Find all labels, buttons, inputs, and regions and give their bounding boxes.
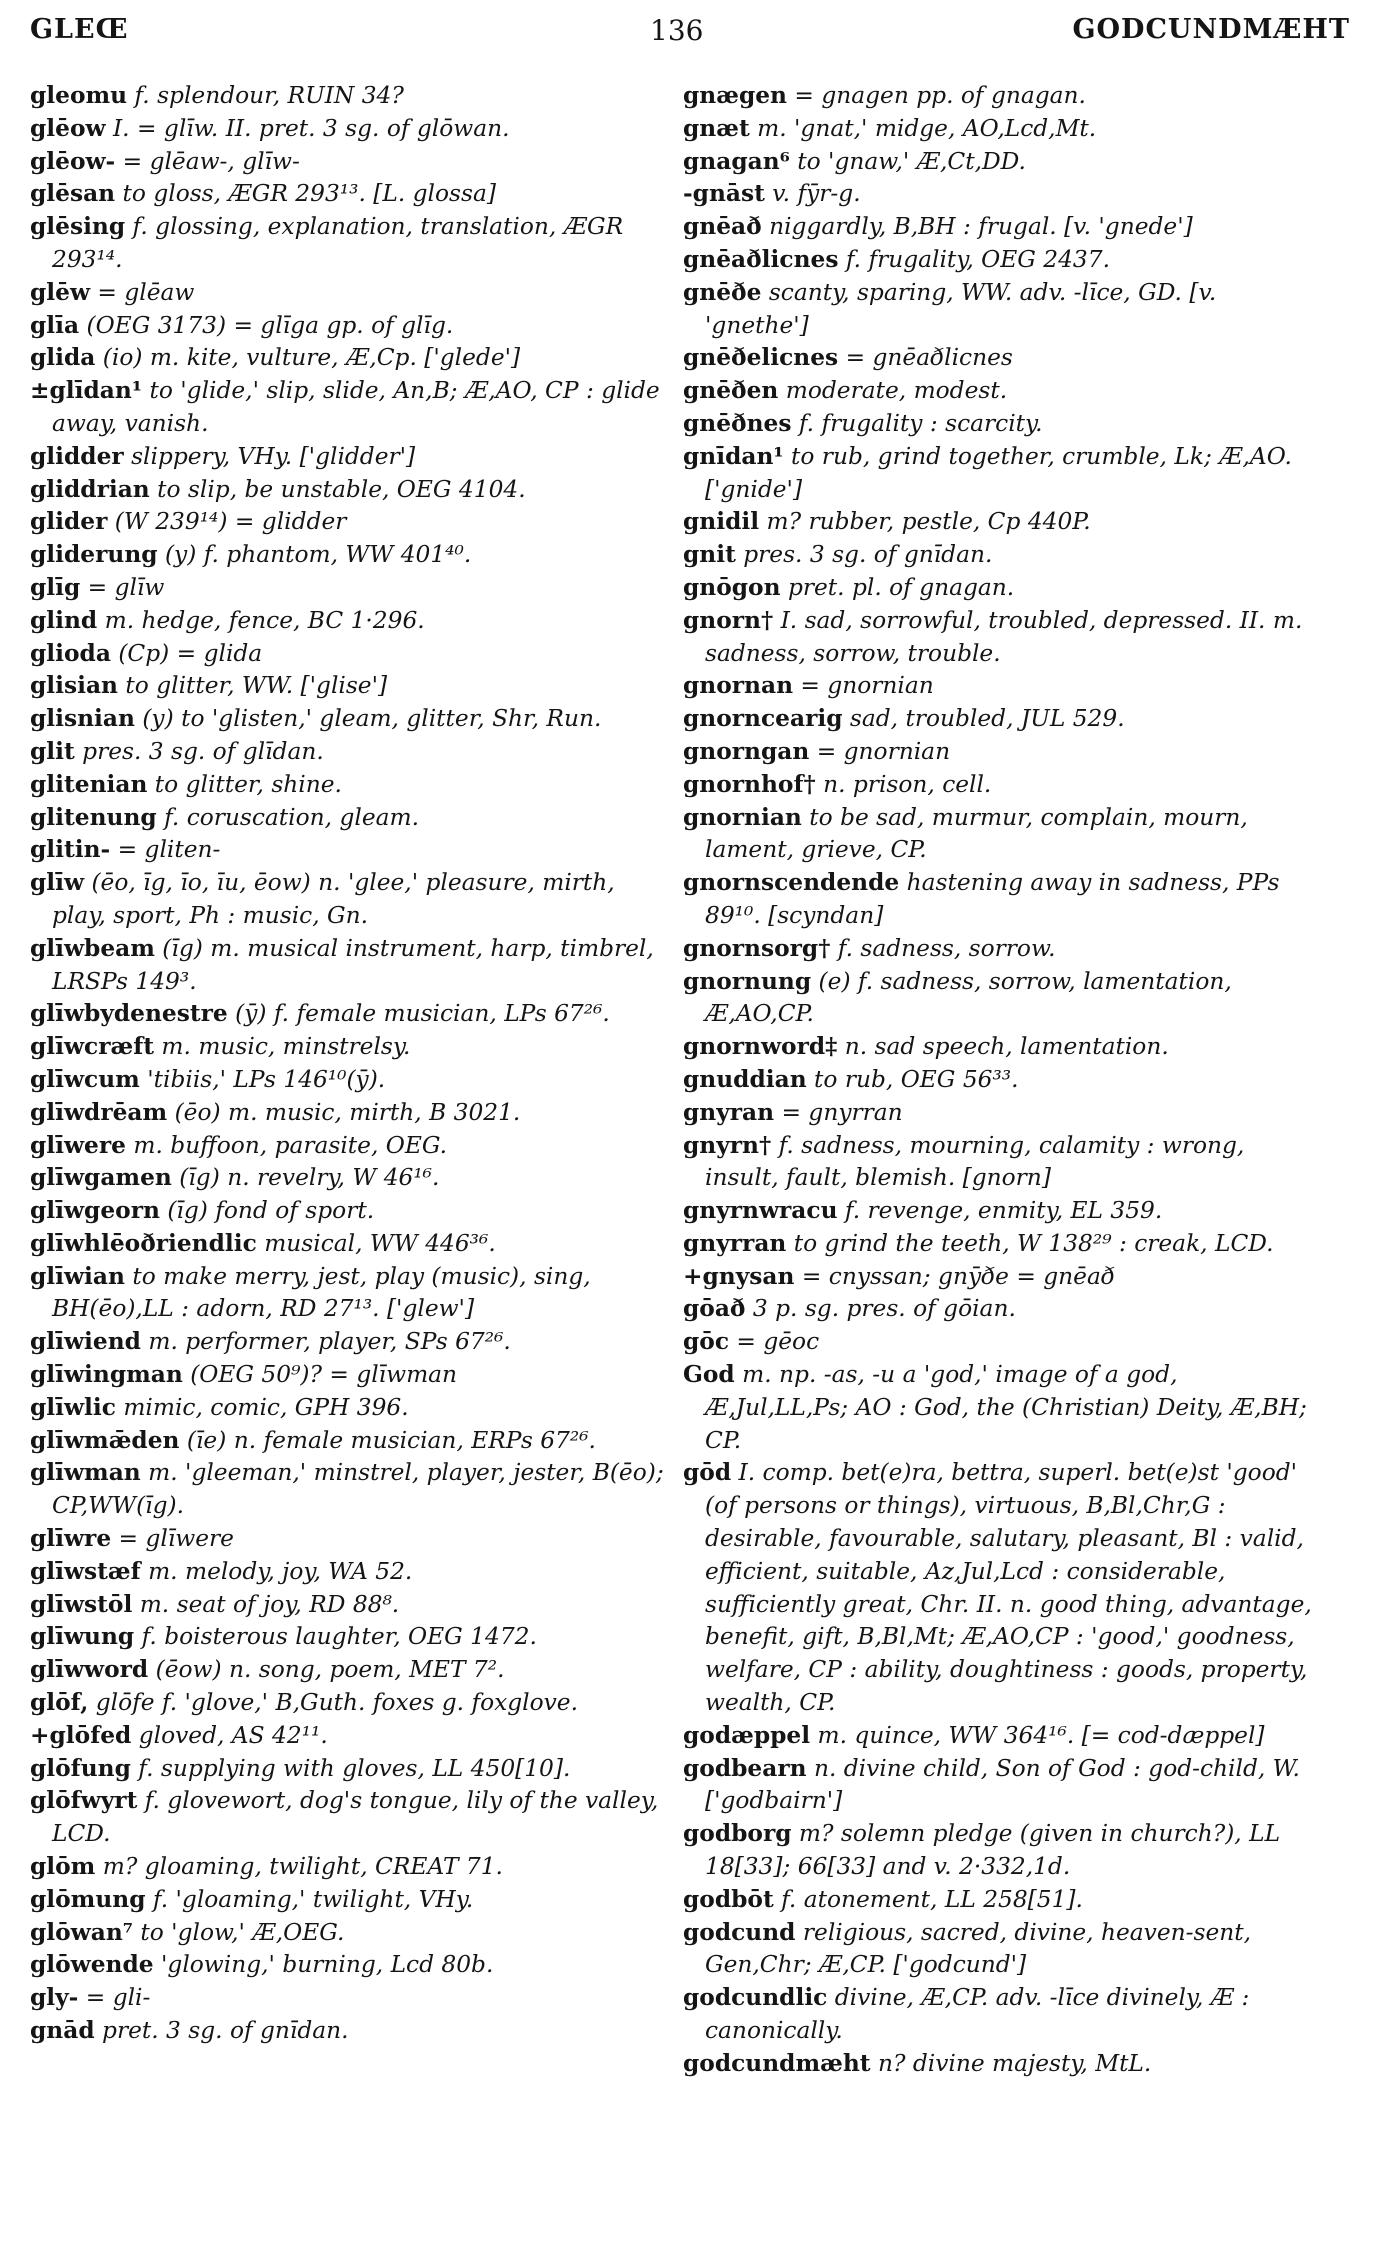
- entry-definition: (OEG 50⁹)? = glīwman: [182, 1361, 458, 1389]
- entry-definition: m. quince, WW 364¹⁶. [= cod-dæppel]: [810, 1721, 1265, 1749]
- entry-definition: f. atonement, LL 258[51].: [773, 1885, 1083, 1913]
- entry-headword: glēw: [30, 278, 91, 306]
- dictionary-entry: [683, 605, 1323, 671]
- entry-headword: glit: [30, 737, 75, 765]
- entry-definition: f. 'gloaming,' twilight, VHy.: [145, 1885, 474, 1913]
- entry-definition: = glīw: [80, 573, 165, 601]
- entry-headword: gnornan: [683, 672, 794, 700]
- entry-definition: f. coruscation, gleam.: [156, 803, 419, 831]
- entry-headword: gliddrian: [30, 475, 150, 503]
- dictionary-entry: [30, 178, 670, 211]
- entry-headword: glīwstæf: [30, 1557, 141, 1585]
- entry-headword: glīwian: [30, 1262, 125, 1290]
- entry-headword: gnēðnes: [683, 409, 792, 437]
- dictionary-entry: [30, 834, 670, 867]
- dictionary-entry: [30, 539, 670, 572]
- entry-headword: glōm: [30, 1853, 96, 1881]
- entry-headword: gnēað: [683, 213, 762, 241]
- entry-headword: gōc: [683, 1328, 730, 1356]
- dictionary-entry: [30, 277, 670, 310]
- dictionary-entry: [30, 605, 670, 638]
- entry-definition: = gnagen pp. of gnagan.: [787, 82, 1086, 109]
- dictionary-entry: [683, 1195, 1323, 1228]
- dictionary-entry: [30, 1982, 670, 2015]
- entry-headword: godcundmæht: [683, 2049, 871, 2077]
- entry-definition: f. glossing, explanation, translation, ÆGR 293¹⁴.: [52, 213, 624, 273]
- entry-definition: = gnyrran: [774, 1098, 903, 1126]
- dictionary-entry: [30, 572, 670, 605]
- dictionary-entry: [683, 1917, 1323, 1983]
- dictionary-entry: [30, 80, 670, 113]
- entry-definition: to 'glide,' slip, slide, An,B; Æ,AO, CP : glide away, vanish.: [52, 377, 660, 437]
- entry-definition: musical, WW 446³⁶.: [256, 1229, 496, 1257]
- entry-definition: hastening away in sadness, PPs 89¹⁰. [scyndan]: [705, 869, 1280, 929]
- entry-definition: (e) f. sadness, sorrow, lamentation, Æ,AO,CP.: [705, 967, 1232, 1028]
- entry-definition: (ēo) m. music, mirth, B 3021.: [167, 1098, 521, 1126]
- entry-headword: gnorn†: [683, 606, 774, 634]
- entry-headword: +gnysan: [683, 1262, 795, 1290]
- dictionary-entry: [30, 211, 670, 277]
- entry-definition: m. music, minstrelsy.: [154, 1033, 411, 1061]
- entry-definition: m. melody, joy, WA 52.: [140, 1557, 413, 1585]
- entry-headword: glīwgeorn: [30, 1197, 160, 1225]
- entry-headword: ±glīdan¹: [30, 377, 143, 405]
- entry-definition: to grind the teeth, W 138²⁹ : creak, LCD.: [786, 1229, 1274, 1257]
- entry-headword: gnōgon: [683, 573, 781, 601]
- entry-definition: = cnyssan; gnȳðe = gnēað: [794, 1262, 1115, 1290]
- entry-definition: to glitter, shine.: [147, 770, 342, 798]
- entry-definition: f. revenge, enmity, EL 359.: [837, 1197, 1163, 1225]
- dictionary-entry: [30, 1917, 670, 1950]
- entry-definition: f. frugality : scarcity.: [791, 409, 1043, 437]
- entry-headword: glīa: [30, 311, 80, 339]
- entry-definition: to 'gnaw,' Æ,Ct,DD.: [789, 147, 1026, 175]
- entry-headword: gnēðelicnes: [683, 344, 839, 372]
- entry-definition: n. divine child, Son of God : god-child, W. ['godbairn']: [705, 1754, 1300, 1815]
- entry-definition: pret. pl. of gnagan.: [780, 573, 1015, 601]
- entry-headword: glīwlic: [30, 1393, 116, 1421]
- dictionary-entry: [30, 1228, 670, 1261]
- entry-headword: glīg: [30, 573, 81, 601]
- entry-definition: to rub, OEG 56³³.: [806, 1065, 1019, 1093]
- entry-definition: m. 'gnat,' midge, AO,Lcd,Mt.: [749, 114, 1097, 142]
- entry-headword: God: [683, 1361, 735, 1389]
- entry-definition: niggardly, B,BH : frugal. [v. 'gnede']: [761, 213, 1193, 241]
- entry-headword: gnagan⁶: [683, 147, 790, 175]
- entry-definition: = glēaw: [90, 278, 195, 306]
- entry-headword: glīwbydenestre: [30, 1000, 228, 1028]
- dictionary-entry: [683, 1130, 1323, 1196]
- entry-headword: godborg: [683, 1820, 792, 1848]
- entry-headword: gnēðe: [683, 278, 762, 306]
- entry-headword: gnād: [30, 2017, 95, 2045]
- entry-headword: glīwcum: [30, 1065, 140, 1093]
- entry-definition: pres. 3 sg. of gnīdan.: [735, 541, 993, 569]
- dictionary-entry: [683, 1097, 1323, 1130]
- entry-headword: godcund: [683, 1918, 796, 1946]
- dictionary-entry: [30, 1654, 670, 1687]
- entry-definition: = glēaw-, glīw-: [115, 147, 300, 175]
- dictionary-entry: [30, 1425, 670, 1458]
- entry-headword: glīw: [30, 869, 85, 897]
- entry-definition: m. seat of joy, RD 88⁸.: [132, 1590, 400, 1618]
- dictionary-entry: [30, 1261, 670, 1327]
- entry-definition: = gnēaðlicnes: [838, 344, 1013, 372]
- dictionary-entry: [683, 703, 1323, 736]
- dictionary-entry: [30, 1195, 670, 1228]
- dictionary-entry: [30, 1949, 670, 1982]
- right-column: [683, 80, 1323, 2081]
- entry-headword: glōf,: [30, 1689, 89, 1717]
- entry-headword: +glōfed: [30, 1721, 132, 1749]
- dictionary-entry: [683, 1261, 1323, 1294]
- entry-headword: glīwre: [30, 1525, 112, 1553]
- entry-definition: f. boisterous laughter, OEG 1472.: [134, 1623, 537, 1651]
- dictionary-entry: [683, 802, 1323, 868]
- entry-headword: gnuddian: [683, 1065, 807, 1093]
- entry-definition: f. splendour, RUIN 34?: [127, 82, 404, 109]
- entry-headword: -gnāst: [683, 180, 765, 208]
- dictionary-entry: [683, 506, 1323, 539]
- entry-definition: n. sad speech, lamentation.: [837, 1033, 1169, 1061]
- entry-definition: to rub, grind together, crumble, Lk; Æ,AO. ['gnide']: [705, 442, 1292, 503]
- entry-headword: gliderung: [30, 541, 158, 569]
- entry-definition: (io) m. kite, vulture, Æ,Cp. ['glede']: [95, 344, 521, 372]
- entry-definition: sad, troubled, JUL 529.: [842, 705, 1125, 733]
- entry-headword: gnæt: [683, 114, 750, 142]
- entry-definition: mimic, comic, GPH 396.: [115, 1393, 409, 1421]
- entry-headword: gnit: [683, 541, 736, 569]
- dictionary-entry: [30, 1851, 670, 1884]
- entry-definition: n? divine majesty, MtL.: [870, 2049, 1152, 2077]
- entry-headword: glida: [30, 344, 96, 372]
- entry-headword: glisian: [30, 672, 118, 700]
- entry-headword: gly-: [30, 1984, 79, 2012]
- dictionary-entry: [30, 1589, 670, 1622]
- dictionary-entry: [683, 1031, 1323, 1064]
- entry-definition: I. = glīw. II. pret. 3 sg. of glōwan.: [105, 114, 510, 142]
- dictionary-entry: [683, 769, 1323, 802]
- dictionary-entry: [30, 342, 670, 375]
- dictionary-entry: [30, 933, 670, 999]
- page-header: [30, 14, 1350, 54]
- dictionary-entry: [30, 670, 670, 703]
- header-left-guideword: GLEŒ: [30, 14, 129, 45]
- entry-definition: m? gloaming, twilight, CREAT 71.: [95, 1853, 503, 1881]
- dictionary-entry: [30, 1162, 670, 1195]
- entry-definition: m. hedge, fence, BC 1·296.: [97, 606, 425, 634]
- dictionary-entry: [683, 178, 1323, 211]
- dictionary-entry: [30, 736, 670, 769]
- left-column: [30, 80, 670, 2048]
- dictionary-entry: [683, 1982, 1323, 2048]
- dictionary-entry: [30, 802, 670, 835]
- entry-headword: gnorngan: [683, 737, 810, 765]
- entry-headword: glīwung: [30, 1623, 135, 1651]
- dictionary-entry: [683, 1228, 1323, 1261]
- entry-headword: godæppel: [683, 1721, 811, 1749]
- dictionary-entry: [683, 342, 1323, 375]
- entry-headword: gleomu: [30, 82, 128, 109]
- dictionary-entry: [30, 1097, 670, 1130]
- entry-definition: m. 'gleeman,' minstrel, player, jester, B(ēo); CP,WW(īg).: [52, 1459, 664, 1520]
- entry-definition: (ēow) n. song, poem, MET 7².: [148, 1656, 505, 1684]
- entry-definition: f. glovewort, dog's tongue, lily of the valley, LCD.: [52, 1787, 659, 1848]
- dictionary-entry: [30, 1687, 670, 1720]
- entry-definition: 3 p. sg. pres. of gōian.: [745, 1295, 1016, 1323]
- entry-headword: glēow-: [30, 147, 116, 175]
- entry-headword: glēow: [30, 114, 106, 142]
- dictionary-entry: [683, 1884, 1323, 1917]
- entry-definition: = glīwere: [111, 1525, 234, 1553]
- dictionary-entry: [30, 1523, 670, 1556]
- entry-definition: = gli-: [78, 1984, 151, 2012]
- entry-headword: glitin-: [30, 836, 111, 864]
- dictionary-entry: [683, 146, 1323, 179]
- entry-definition: to make merry, jest, play (music), sing, BH(ēo),LL : adorn, RD 27¹³. ['glew']: [52, 1262, 591, 1323]
- entry-definition: pres. 3 sg. of glīdan.: [74, 737, 324, 765]
- dictionary-entry: [683, 966, 1323, 1032]
- entry-definition: = gliten-: [110, 836, 221, 864]
- dictionary-entry: [30, 441, 670, 474]
- entry-headword: glōwende: [30, 1951, 154, 1979]
- dictionary-entry: [30, 1392, 670, 1425]
- entry-headword: gnyran: [683, 1098, 775, 1126]
- dictionary-entry: [30, 1031, 670, 1064]
- entry-headword: gnyrn†: [683, 1131, 772, 1159]
- dictionary-entry: [30, 1130, 670, 1163]
- entry-definition: to 'glow,' Æ,OEG.: [132, 1918, 345, 1946]
- entry-definition: to slip, be unstable, OEG 4104.: [149, 475, 526, 503]
- dictionary-entry: [683, 1326, 1323, 1359]
- entry-definition: (W 239¹⁴) = glidder: [107, 508, 347, 536]
- entry-definition: n. prison, cell.: [815, 770, 992, 798]
- entry-definition: m. np. -as, -u a 'god,' image of a god, Æ,Jul,LL,Ps; AO : God, the (Christian) Deity, Æ,BH; CP.: [705, 1361, 1307, 1454]
- entry-definition: religious, sacred, divine, heaven-sent, Gen,Chr; Æ,CP. ['godcund']: [705, 1918, 1252, 1979]
- dictionary-entry: [30, 998, 670, 1031]
- entry-definition: slippery, VHy. ['glidder']: [123, 442, 416, 470]
- dictionary-entry: [683, 1720, 1323, 1753]
- entry-definition: moderate, modest.: [778, 377, 1008, 405]
- page-number: 136: [650, 14, 704, 47]
- dictionary-entry: [30, 1621, 670, 1654]
- entry-headword: gnægen: [683, 82, 787, 109]
- entry-headword: gnyrran: [683, 1229, 787, 1257]
- entry-headword: glīwstōl: [30, 1590, 133, 1618]
- entry-headword: gnidil: [683, 508, 760, 536]
- dictionary-entry: [683, 1457, 1323, 1719]
- entry-headword: godbearn: [683, 1754, 807, 1782]
- dictionary-entry: [683, 244, 1323, 277]
- dictionary-entry: [683, 670, 1323, 703]
- entry-definition: scanty, sparing, WW. adv. -līce, GD. [v. 'gnethe']: [705, 278, 1217, 339]
- entry-headword: godbōt: [683, 1885, 774, 1913]
- entry-definition: (OEG 3173) = glīga gp. of glīg.: [79, 311, 454, 339]
- dictionary-entry: [683, 736, 1323, 769]
- entry-headword: glīwman: [30, 1459, 141, 1487]
- dictionary-entry: [683, 572, 1323, 605]
- entry-headword: gnornung: [683, 967, 812, 995]
- entry-definition: m. performer, player, SPs 67²⁶.: [140, 1328, 511, 1356]
- dictionary-entry: [683, 539, 1323, 572]
- entry-definition: to be sad, murmur, complain, mourn, lament, grieve, CP.: [705, 803, 1248, 864]
- dictionary-entry: [30, 1720, 670, 1753]
- entry-headword: glīwiend: [30, 1328, 141, 1356]
- entry-headword: glīwere: [30, 1131, 126, 1159]
- dictionary-entry: [30, 1884, 670, 1917]
- entry-definition: m? rubber, pestle, Cp 440P.: [759, 508, 1091, 536]
- entry-definition: (ȳ) f. female musician, LPs 67²⁶.: [227, 1000, 610, 1028]
- entry-headword: gnornsorg†: [683, 934, 831, 962]
- dictionary-entry: [683, 1818, 1323, 1884]
- entry-headword: glīwingman: [30, 1361, 183, 1389]
- dictionary-entry: [683, 1359, 1323, 1457]
- entry-headword: glitenian: [30, 770, 148, 798]
- entry-definition: (īe) n. female musician, ERPs 67²⁶.: [179, 1426, 596, 1454]
- entry-definition: m? solemn pledge (given in church?), LL 18[33]; 66[33] and v. 2·332,1d.: [705, 1820, 1281, 1881]
- entry-headword: glōmung: [30, 1885, 146, 1913]
- entry-headword: glōfung: [30, 1754, 131, 1782]
- dictionary-entry: [30, 1753, 670, 1786]
- entry-definition: = gēoc: [729, 1328, 820, 1356]
- entry-headword: glīwhlēoðriendlic: [30, 1229, 257, 1257]
- dictionary-entry: [683, 933, 1323, 966]
- dictionary-entry: [683, 211, 1323, 244]
- entry-headword: glōwan⁷: [30, 1918, 133, 1946]
- entry-definition: (īg) m. musical instrument, harp, timbrel, LRSPs 149³.: [52, 934, 654, 995]
- entry-headword: glōfwyrt: [30, 1787, 138, 1815]
- entry-headword: gnēðen: [683, 377, 779, 405]
- dictionary-entry: [683, 80, 1323, 113]
- entry-headword: gōd: [683, 1459, 732, 1487]
- entry-definition: (y) to 'glisten,' gleam, glitter, Shr, Run.: [134, 705, 602, 733]
- entry-definition: I. sad, sorrowful, troubled, depressed. II. m. sadness, sorrow, trouble.: [705, 606, 1303, 667]
- entry-headword: glind: [30, 606, 98, 634]
- dictionary-entry: [30, 1326, 670, 1359]
- entry-definition: f. supplying with gloves, LL 450[10].: [130, 1754, 571, 1782]
- dictionary-entry: [30, 1359, 670, 1392]
- dictionary-entry: [683, 113, 1323, 146]
- dictionary-entry: [30, 867, 670, 933]
- dictionary-entry: [30, 310, 670, 343]
- dictionary-entry: [30, 769, 670, 802]
- entry-headword: glīwgamen: [30, 1164, 172, 1192]
- entry-headword: glidder: [30, 442, 124, 470]
- entry-definition: to gloss, ÆGR 293¹³. [L. glossa]: [115, 180, 496, 208]
- entry-headword: glīwdrēam: [30, 1098, 168, 1126]
- entry-definition: (y) f. phantom, WW 401⁴⁰.: [157, 541, 472, 569]
- entry-headword: gnornian: [683, 803, 802, 831]
- entry-definition: to glitter, WW. ['glise']: [118, 672, 388, 700]
- entry-definition: (Cp) = glida: [110, 639, 263, 667]
- entry-definition: f. frugality, OEG 2437.: [838, 245, 1110, 273]
- dictionary-entry: [30, 375, 670, 441]
- entry-headword: godcundlic: [683, 1984, 828, 2012]
- dictionary-entry: [683, 1293, 1323, 1326]
- dictionary-entry: [683, 1753, 1323, 1819]
- dictionary-entry: [683, 277, 1323, 343]
- entry-definition: divine, Æ,CP. adv. -līce divinely, Æ : canonically.: [705, 1984, 1250, 2045]
- entry-headword: glēsing: [30, 213, 126, 241]
- dictionary-entry: [30, 1457, 670, 1523]
- entry-headword: gnorncearig: [683, 705, 843, 733]
- dictionary-entry: [30, 1556, 670, 1589]
- entry-definition: gloved, AS 42¹¹.: [131, 1721, 328, 1749]
- entry-headword: glitenung: [30, 803, 157, 831]
- entry-definition: v. fȳr-g.: [764, 180, 861, 208]
- dictionary-entry: [30, 474, 670, 507]
- entry-definition: = gnornian: [793, 672, 934, 700]
- dictionary-entry: [30, 703, 670, 736]
- dictionary-entry: [683, 2048, 1323, 2081]
- entry-headword: gnīdan¹: [683, 442, 784, 470]
- entry-definition: pret. 3 sg. of gnīdan.: [94, 2017, 349, 2045]
- entry-definition: m. buffoon, parasite, OEG.: [125, 1131, 448, 1159]
- dictionary-entry: [683, 867, 1323, 933]
- dictionary-entry: [30, 638, 670, 671]
- dictionary-entry: [683, 441, 1323, 507]
- entry-headword: glēsan: [30, 180, 116, 208]
- entry-definition: = gnornian: [809, 737, 951, 765]
- entry-headword: glisnian: [30, 705, 135, 733]
- entry-headword: gōað: [683, 1295, 746, 1323]
- dictionary-entry: [30, 113, 670, 146]
- entry-headword: gnyrnwracu: [683, 1197, 838, 1225]
- dictionary-entry: [683, 1064, 1323, 1097]
- dictionary-entry: [30, 1785, 670, 1851]
- entry-headword: glīwword: [30, 1656, 149, 1684]
- dictionary-entry: [30, 1064, 670, 1097]
- entry-headword: glīwmǣden: [30, 1426, 180, 1454]
- dictionary-entry: [683, 408, 1323, 441]
- entry-definition: f. sadness, sorrow.: [830, 934, 1056, 962]
- entry-headword: gnornscendende: [683, 869, 900, 897]
- entry-definition: glōfe f. 'glove,' B,Guth. foxes g. foxglove.: [88, 1689, 578, 1717]
- entry-headword: glioda: [30, 639, 111, 667]
- entry-definition: (īg) fond of sport.: [159, 1197, 375, 1225]
- header-right-guideword: GODCUNDMÆHT: [1072, 14, 1350, 45]
- entry-definition: (īg) n. revelry, W 46¹⁶.: [171, 1164, 440, 1192]
- dictionary-entry: [30, 506, 670, 539]
- dictionary-entry: [30, 2015, 670, 2048]
- entry-headword: glīwbeam: [30, 934, 155, 962]
- entry-headword: gnēaðlicnes: [683, 245, 839, 273]
- entry-definition: 'tibiis,' LPs 146¹⁰(ȳ).: [139, 1065, 386, 1093]
- dictionary-entry: [683, 375, 1323, 408]
- entry-headword: glīwcræft: [30, 1033, 155, 1061]
- entry-headword: gnornword‡: [683, 1033, 838, 1061]
- entry-headword: glider: [30, 508, 108, 536]
- entry-definition: f. sadness, mourning, calamity : wrong, insult, fault, blemish. [gnorn]: [705, 1131, 1245, 1192]
- entry-headword: gnornhof†: [683, 770, 816, 798]
- dictionary-entry: [30, 146, 670, 179]
- entry-definition: (ēo, īg, īo, īu, ēow) n. 'glee,' pleasure, mirth, play, sport, Ph : music, Gn.: [52, 869, 615, 929]
- entry-definition: I. comp. bet(e)ra, bettra, superl. bet(e)st 'good' (of persons or things), virtuous, B,Bl,Chr,G : desirable, favourable, salutary, pleasant, Bl : valid, efficient, suitable, Az,Jul,Lcd : considerable, sufficiently great, Chr. II. n. good thing, advantage, benefit, gift, B,Bl,Mt; Æ,AO,CP : 'good,' goodness, welfare, CP : ability, doughtiness : goods, property, wealth, CP.: [705, 1459, 1312, 1717]
- entry-definition: 'glowing,' burning, Lcd 80b.: [153, 1951, 494, 1979]
